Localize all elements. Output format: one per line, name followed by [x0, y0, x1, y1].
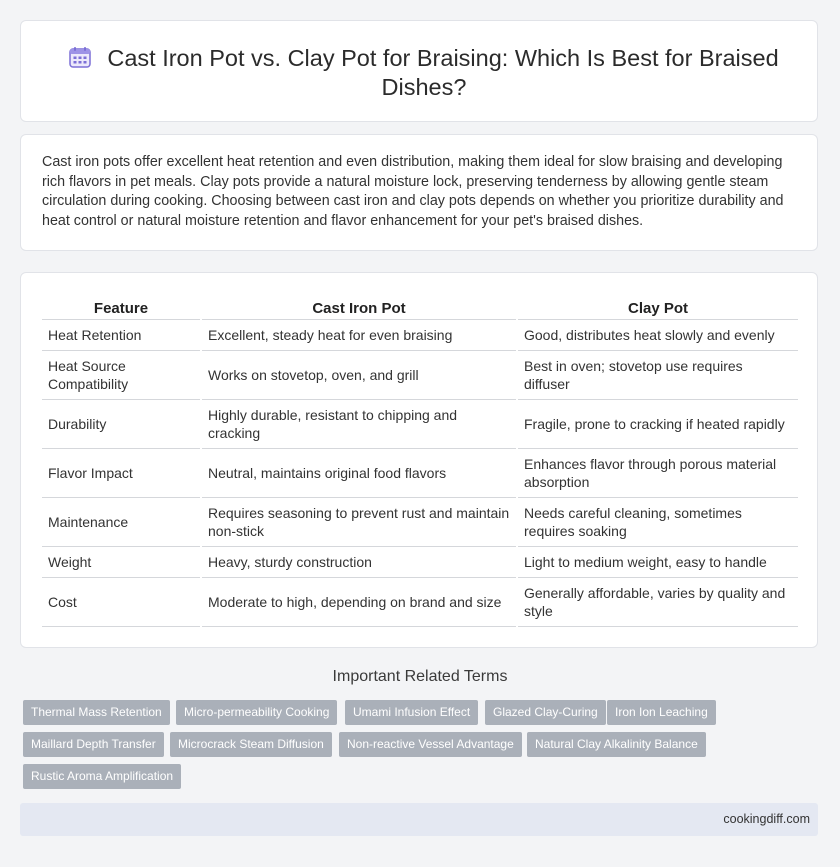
- title-card: [20, 20, 818, 122]
- comparison-card: [20, 272, 818, 648]
- cell-cast-iron: Requires seasoning to prevent rust and maintain non-stick: [201, 498, 517, 547]
- cell-clay: Light to medium weight, easy to handle: [517, 547, 798, 578]
- comparison-table: [42, 295, 798, 627]
- related-term-tag[interactable]: Rustic Aroma Amplification: [23, 764, 181, 789]
- cell-clay: Needs careful cleaning, sometimes requires soaking: [517, 498, 798, 547]
- cell-feature: Heat Source Compatibility: [42, 351, 201, 400]
- table-row: [42, 320, 798, 351]
- related-terms-title: Important Related Terms: [332, 668, 508, 685]
- header-feature: Feature: [42, 295, 201, 320]
- header-cast-iron: Cast Iron Pot: [201, 295, 517, 320]
- cell-cast-iron: Moderate to high, depending on brand and size: [201, 578, 517, 627]
- related-term-tag[interactable]: Natural Clay Alkalinity Balance: [527, 732, 706, 757]
- footer-bar: [20, 803, 818, 836]
- cell-clay: Enhances flavor through porous material absorption: [517, 449, 798, 498]
- header-clay: Clay Pot: [517, 295, 798, 320]
- intro-paragraph: Cast iron pots offer excellent heat retention and even distribution, making them ideal for slow braising and developing rich flavors in pet meals. Clay pots provide a natural moisture lock, preserving tenderness by allowing gentle steam circulation during cooking. Choosing between cast iron and clay pots depends on whether you prioritize durability and heat control or natural moisture retention and flavor enhancement for your pet's braised dishes.: [42, 154, 784, 229]
- footer-site-link[interactable]: cookingdiff.com: [723, 812, 810, 826]
- cell-cast-iron: Neutral, maintains original food flavors: [201, 449, 517, 498]
- intro-card: [20, 134, 818, 251]
- page-title: [61, 44, 787, 102]
- related-term-tag[interactable]: Maillard Depth Transfer: [23, 732, 164, 757]
- table-row: [42, 547, 798, 578]
- related-term-tag[interactable]: Glazed Clay-Curing: [485, 700, 606, 725]
- related-term-tag[interactable]: Thermal Mass Retention: [23, 700, 170, 725]
- related-term-tag[interactable]: Microcrack Steam Diffusion: [170, 732, 332, 757]
- cell-cast-iron: Highly durable, resistant to chipping and cracking: [201, 400, 517, 449]
- table-row: [42, 449, 798, 498]
- cell-clay: Best in oven; stovetop use requires diffuser: [517, 351, 798, 400]
- cell-clay: Fragile, prone to cracking if heated rapidly: [517, 400, 798, 449]
- calendar-grid-icon: [69, 46, 91, 68]
- related-term-tag[interactable]: Iron Ion Leaching: [607, 700, 716, 725]
- cell-cast-iron: Works on stovetop, oven, and grill: [201, 351, 517, 400]
- cell-clay: Generally affordable, varies by quality and style: [517, 578, 798, 627]
- related-term-tag[interactable]: Non-reactive Vessel Advantage: [339, 732, 522, 757]
- related-term-tag[interactable]: Micro-permeability Cooking: [176, 700, 337, 725]
- cell-feature: Heat Retention: [42, 320, 201, 351]
- table-row: [42, 498, 798, 547]
- table-row: [42, 351, 798, 400]
- cell-feature: Maintenance: [42, 498, 201, 547]
- table-header-row: [42, 295, 798, 320]
- table-row: [42, 400, 798, 449]
- page-title-text: Cast Iron Pot vs. Clay Pot for Braising: Which Is Best for Braised Dishes?: [107, 45, 779, 100]
- table-row: [42, 578, 798, 627]
- cell-clay: Good, distributes heat slowly and evenly: [517, 320, 798, 351]
- cell-cast-iron: Heavy, sturdy construction: [201, 547, 517, 578]
- cell-feature: Durability: [42, 400, 201, 449]
- cell-feature: Cost: [42, 578, 201, 627]
- cell-feature: Weight: [42, 547, 201, 578]
- cell-feature: Flavor Impact: [42, 449, 201, 498]
- related-term-tag[interactable]: Umami Infusion Effect: [345, 700, 478, 725]
- cell-cast-iron: Excellent, steady heat for even braising: [201, 320, 517, 351]
